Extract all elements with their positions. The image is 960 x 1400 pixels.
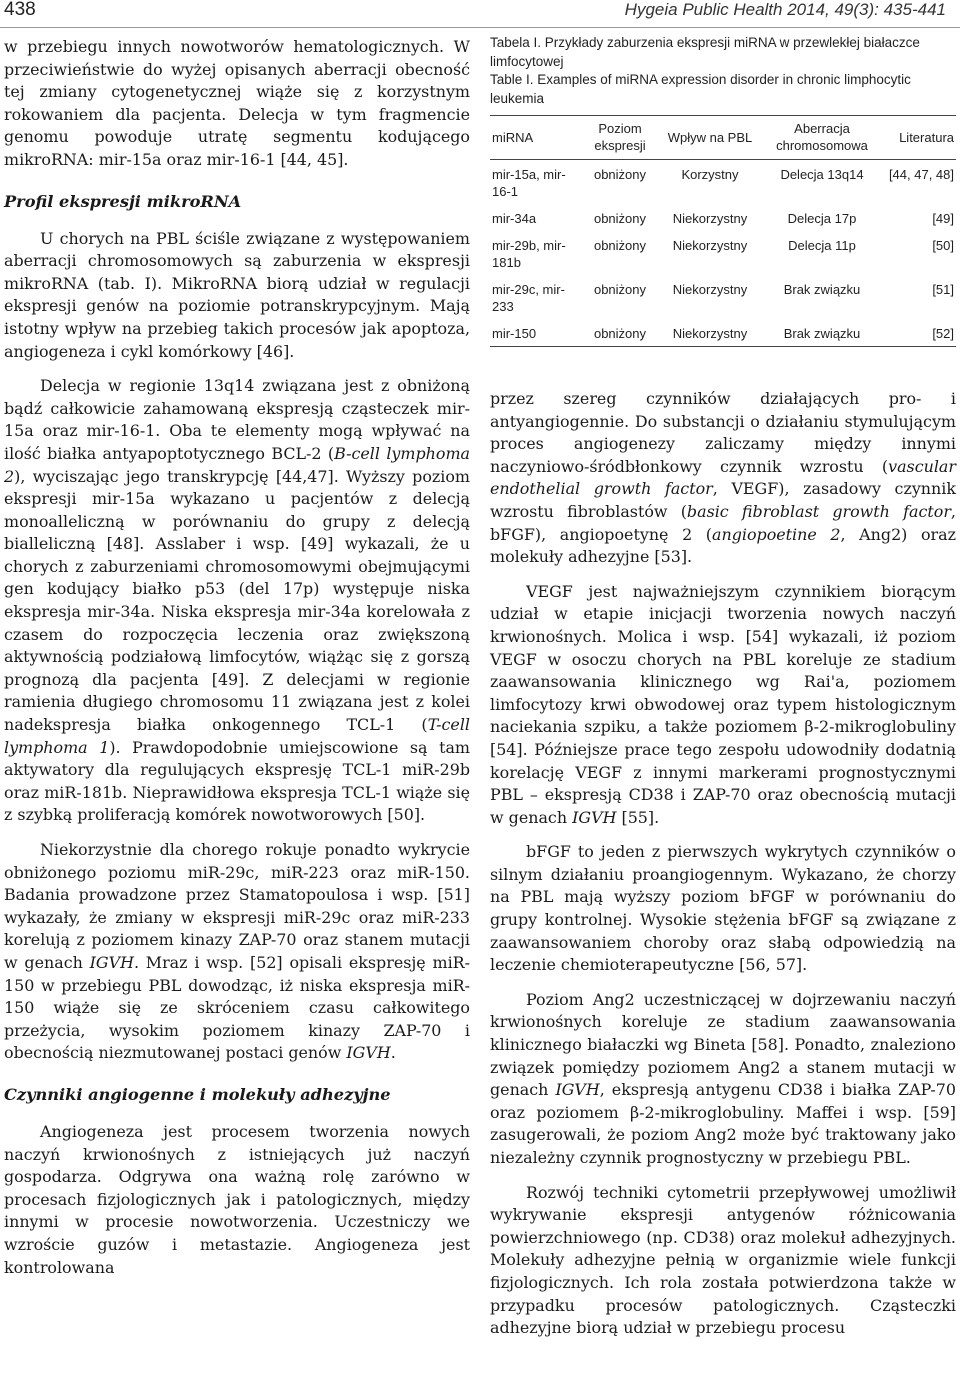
paragraph: Rozwój techniki cytometrii przepływowej umożliwił wykrywanie ekspresji antygenów różnicowania powierzchniowego (np. CD38) oraz molekuł adhezyjnych. Molekuły adhezyjne pełnią w organizmie wiele funkcji fizjologicznych. Ich rola została potwierdzona także w przypadku procesów patologicznych. Cząsteczki adhezyjne biorą udział w przebiegu procesu <box>490 1182 956 1338</box>
cell: mir-15a, mir-16-1 <box>492 167 566 199</box>
col-header-mirna: miRNA <box>492 129 534 145</box>
cell: Niekorzystny <box>672 211 748 226</box>
section-heading-angiogenic-factors: Czynniki angiogenne i molekuły adhezyjne <box>4 1084 391 1104</box>
cell: Delecja 11p <box>788 238 856 253</box>
cell: obniżony <box>593 211 647 226</box>
cell: [49] <box>932 211 954 226</box>
page-number: 438 <box>4 0 36 20</box>
table-caption-pl: Tabela I. Przykłady zaburzenia ekspresji miRNA w przewlekłej białaczce limfocytowej <box>490 35 920 69</box>
table-row <box>490 231 956 275</box>
cell: mir-150 <box>492 326 537 341</box>
paragraph: U chorych na PBL ściśle związane z występowaniem aberracji chromosomowych są zaburzenia w ekspresji mikroRNA (tab. I). MikroRNA biorą udział w regulacji ekspresji genów na poziomie potranskrypcyjnym. Mają istotny wpływ na przebieg takich procesów jak apoptoza, angiogeneza i cykl komórkowy [46]. <box>4 228 470 361</box>
table-header-row <box>490 116 956 160</box>
left-column <box>4 36 470 1279</box>
right-column <box>490 388 956 1340</box>
col-header-aberration: Aberracja chromosomowa <box>776 121 868 153</box>
table-row <box>490 275 956 319</box>
col-header-effect: Wpływ na PBL <box>667 129 753 145</box>
paragraph: Delecja w regionie 13q14 związana jest z obniżoną bądź całkowicie zahamowaną ekspresją cząsteczek mir-15a oraz mir-16-1. Oba te elementy mogą wpływać na ilość białka antyapoptotycznego BCL-2 (B-cell lymphoma 2), wyciszając jego transkrypcję [44,47]. Wyższy poziom ekspresji mir-15a wykazano u pacjentów z delecją monoalleliczną w porównaniu do grupy z delecją bialleliczną [48]. Asslaber i wsp. [49] wykazali, że u chorych z zaburzeniami chromosomowymi obejmującymi gen kodujący białko p53 (del 17p) występuje niska ekspresja mir-34a. Niska ekspresja mir-34a korelowała z czasem do rozpoczęcia leczenia oraz zwiększoną aktywnością podziałową limfocytów, wiążąc się z gorszą prognozą dla pacjenta [49]. Z delecjami w regionie ramienia długiego chromosomu 11 związana jest z kolei nadekspresja białka onkogennego TCL-1 (T-cell lymphoma 1). Prawdopodobnie umiejscowione są tam aktywatory dla regulujących ekspresję TCL-1 miR-29b oraz miR-181b. Nieprawidłowa ekspresja TCL-1 wiąże się z szybką proliferacją komórek nowotworowych [50]. <box>4 376 470 825</box>
paragraph: Angiogeneza jest procesem tworzenia nowych naczyń krwionośnych z istniejących już naczyń gospodarza. Odgrywa ona ważną rolę zarówno w procesach fizjologicznych jak i patologicznych, między innymi w procesie nowotworzenia. Uczestniczy we wzroście guzów i metastazie. Angiogeneza jest kontrolowana <box>4 1121 470 1277</box>
cell: obniżony <box>593 238 647 253</box>
col-header-level: Poziom ekspresji <box>594 121 646 153</box>
mirna-table <box>490 115 956 347</box>
cell: Delecja 17p <box>787 211 857 226</box>
cell: Niekorzystny <box>672 282 748 297</box>
cell: mir-29c, mir-233 <box>492 282 565 314</box>
cell: obniżony <box>593 167 647 182</box>
cell: [44, 47, 48] <box>888 167 954 182</box>
table-row <box>490 319 956 347</box>
cell: obniżony <box>593 282 647 297</box>
header-rule <box>0 27 960 28</box>
paragraph: przez szereg czynników działających pro- i antyangiogennie. Do substancji o działaniu stymulującym proces angiogenezy zaliczamy między innymi naczyniowo-śródbłonkowy czynnik wzrostu (vascular endothelial growth factor, VEGF), zasadowy czynnik wzrostu fibroblastów (basic fibroblast growth factor, bFGF), angiopoetynę 2 (angiopoetine 2, Ang2) oraz molekuły adhezyjne [53]. <box>490 389 956 567</box>
paragraph: VEGF jest najważniejszym czynnikiem biorącym udział w etapie inicjacji tworzenia nowych naczyń krwionośnych. Molica i wsp. [54] wykazali, iż poziom VEGF w osoczu chorych na PBL koreluje ze stadium zaawansowania klinicznego wg Rai'a, poziomem limfocytozy krwi obwodowej oraz typem histologicznym naciekania szpiku, a także poziomem β-2-mikroglobuliny [54]. Późniejsze prace tego zespołu udowodniły dodatnią korelację VEGF z innymi markerami prognostycznymi PBL – ekspresją CD38 i ZAP-70 oraz obecnością mutacji w genach IGVH [55]. <box>490 581 956 827</box>
cell: Brak związku <box>783 282 861 297</box>
section-heading-mirna-profile: Profil ekspresji mikroRNA <box>4 191 242 211</box>
table-row <box>490 204 956 231</box>
journal-citation: Hygeia Public Health 2014, 49(3): 435-441 <box>624 0 946 19</box>
cell: Niekorzystny <box>672 326 748 341</box>
table-caption-en: Table I. Examples of miRNA expression disorder in chronic limphocytic leukemia <box>490 72 911 106</box>
paragraph: Niekorzystnie dla chorego rokuje ponadto wykrycie obniżonego poziomu miR-29c, miR-223 oraz miR-150. Badania prowadzone przez Stamatopoulosa i wsp. [51] wykazały, że zmiany w ekspresji miR-29c oraz miR-233 korelują z poziomem kinazy ZAP-70 oraz stanem mutacji w genach IGVH. Mraz i wsp. [52] opisali ekspresję miR-150 w przebiegu PBL dowodząc, iż niska ekspresja miR-150 wiąże się ze skróceniem czasu całkowitego przeżycia, wysokim poziomem kinazy ZAP-70 i obecnością niezmutowanej postaci genów IGVH. <box>4 840 471 1063</box>
cell: [51] <box>932 282 954 297</box>
cell: Brak związku <box>783 326 861 341</box>
paragraph: Poziom Ang2 uczestniczącej w dojrzewaniu naczyń krwionośnych koreluje ze stadium zaawansowania klinicznego białaczki wg Bineta [58]. Ponadto, znaleziono związek pomiędzy poziomem Ang2 a stanem mutacji w genach IGVH, ekspresją antygenu CD38 i białka ZAP-70 oraz poziomem β-2-mikroglobuliny. Maffei i wsp. [59] zasugerowali, że poziom Ang2 może być traktowany jako niezależny czynnik prognostyczny w przebiegu PBL. <box>490 989 956 1167</box>
cell: Delecja 13q14 <box>780 167 864 182</box>
table-row <box>490 160 956 205</box>
table-1 <box>490 34 956 347</box>
cell: mir-29b, mir-181b <box>492 238 566 270</box>
cell: obniżony <box>593 326 647 341</box>
cell: [50] <box>932 238 954 253</box>
col-header-literature: Literatura <box>899 129 954 145</box>
cell: [52] <box>932 326 954 341</box>
cell: Korzystny <box>681 167 739 182</box>
page-header <box>0 0 960 26</box>
cell: Niekorzystny <box>672 238 748 253</box>
paragraph: bFGF to jeden z pierwszych wykrytych czynników o silnym działaniu proangiogennym. Wykazano, że chorzy na PBL mają wyższy poziom bFGF w porównaniu do grupy kontrolnej. Wysokie stężenia bFGF są związane z zaawansowaniem choroby oraz słabą odpowiedzią na leczenie chemioterapeutyczne [56, 57]. <box>490 842 956 975</box>
cell: mir-34a <box>492 211 537 226</box>
paragraph: w przebiegu innych nowotworów hematologicznych. W przeciwieństwie do wyżej opisanych aberracji obecność tej zmiany cytogenetycznej wiąże się z korzystnym rokowaniem dla pacjenta. Delecja w tym fragmencie genomu powoduje utratę segmentu kodującego mikroRNA: mir-15a oraz mir-16-1 [44, 45]. <box>4 37 470 169</box>
